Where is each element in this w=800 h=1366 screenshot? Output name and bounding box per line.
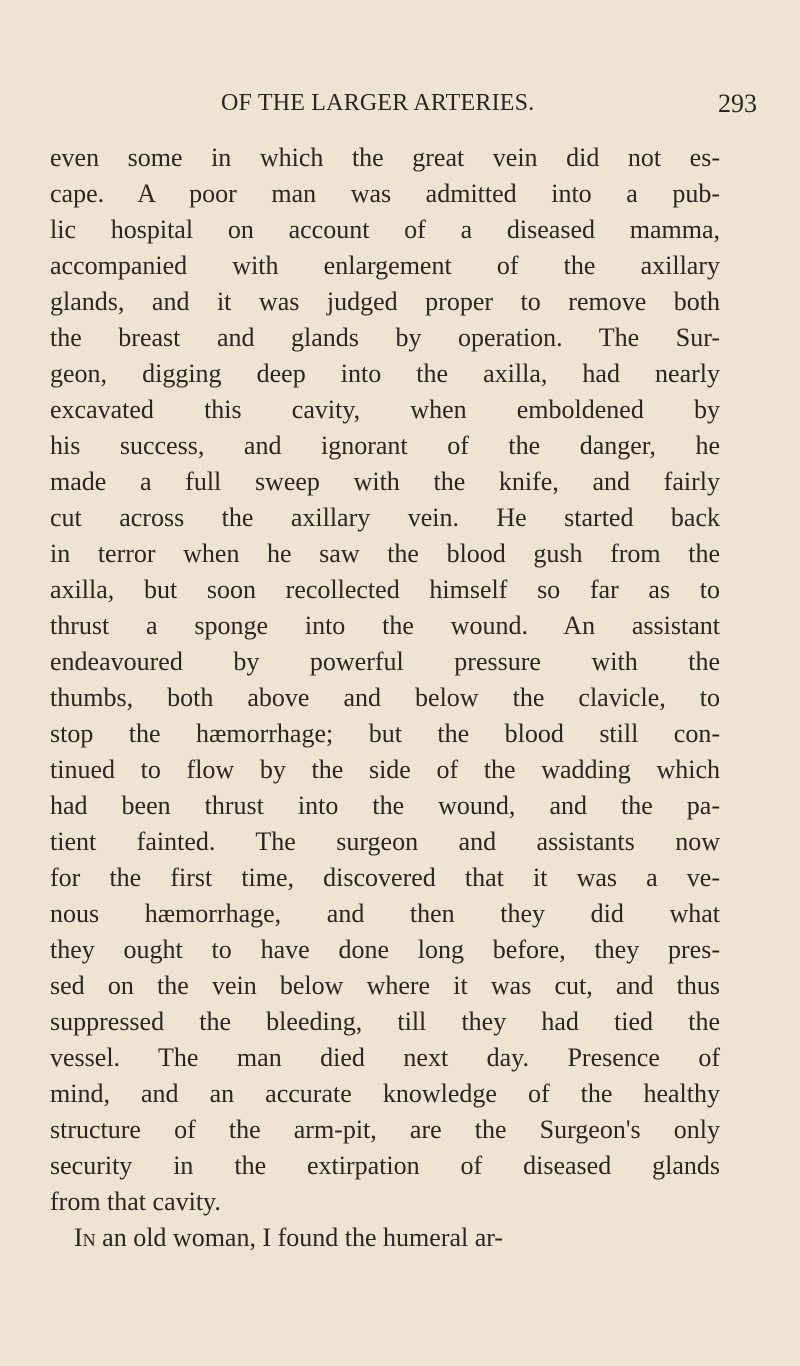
text-line: lic hospital on account of a diseased mamma, [50,215,720,244]
text-line: even some in which the great vein did not es- [50,143,720,172]
text-line: security in the extirpation of diseased glands [50,1151,720,1180]
text-line: excavated this cavity, when emboldened by [50,395,720,424]
text-line: cape. A poor man was admitted into a pub- [50,179,720,208]
running-head: OF THE LARGER ARTERIES. [221,90,535,116]
text-line: cut across the axillary vein. He started back [50,503,720,532]
text-line: his success, and ignorant of the danger, he [50,431,720,460]
text-line: vessel. The man died next day. Presence of [50,1043,720,1072]
text-line: had been thrust into the wound, and the pa- [50,791,720,820]
paragraph-lead-in: In [74,1223,96,1252]
text-line: in terror when he saw the blood gush from the [50,539,720,568]
text-line: suppressed the bleeding, till they had tied the [50,1007,720,1036]
text-line: endeavoured by powerful pressure with the [50,647,720,676]
text-line: nous hæmorrhage, and then they did what [50,899,720,928]
text-line: glands, and it was judged proper to remove both [50,287,720,316]
page-number: 293 [718,89,757,118]
text-line: made a full sweep with the knife, and fairly [50,467,720,496]
paragraph-start-line [74,1220,503,1256]
text-line: thrust a sponge into the wound. An assistant [50,611,720,640]
text-line: tinued to flow by the side of the wadding which [50,755,720,784]
text-line: for the first time, discovered that it was a ve- [50,863,720,892]
text-line: stop the hæmorrhage; but the blood still con- [50,719,720,748]
text-line: the breast and glands by operation. The Sur- [50,323,720,352]
text-line: from that cavity. [50,1187,221,1216]
text-line: thumbs, both above and below the clavicle, to [50,683,720,712]
text-line: tient fainted. The surgeon and assistants now [50,827,720,856]
text-line: sed on the vein below where it was cut, and thus [50,971,720,1000]
text-line: they ought to have done long before, they pres- [50,935,720,964]
text-line: geon, digging deep into the axilla, had nearly [50,359,720,388]
text-line: accompanied with enlargement of the axillary [50,251,720,280]
text-line: axilla, but soon recollected himself so far as to [50,575,720,604]
paragraph-text: an old woman, I found the humeral ar- [95,1223,504,1252]
text-line: structure of the arm-pit, are the Surgeon's only [50,1115,720,1144]
text-line: mind, and an accurate knowledge of the healthy [50,1079,720,1108]
page-header [0,86,800,126]
